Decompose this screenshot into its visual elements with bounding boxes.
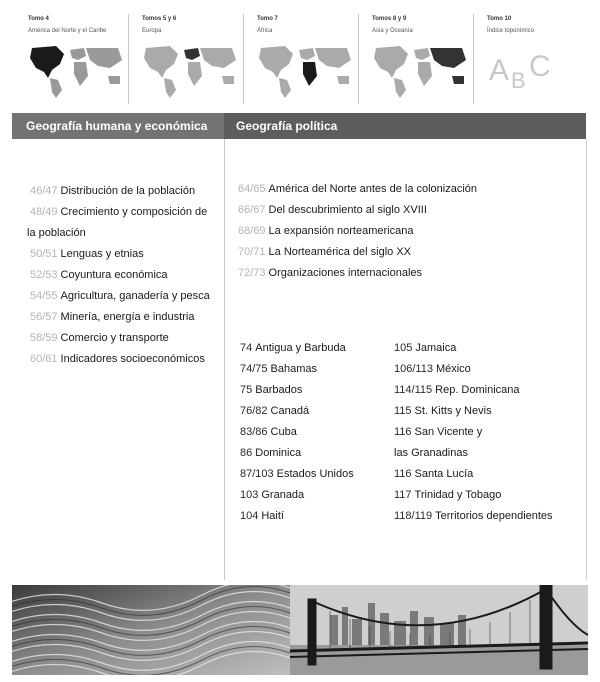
entry-label: Organizaciones internacionales bbox=[268, 267, 423, 279]
page-range: 56/57 bbox=[30, 311, 58, 323]
entry-label: Crecimiento y composición de bbox=[60, 206, 208, 218]
list-item[interactable] bbox=[30, 331, 169, 345]
volume-card-index[interactable] bbox=[481, 8, 586, 106]
volume-subtitle: Europa bbox=[142, 28, 162, 34]
volume-number: Tomos 5 y 6 bbox=[142, 16, 177, 22]
volume-card-africa[interactable] bbox=[251, 8, 356, 106]
list-item bbox=[27, 226, 86, 240]
country-label: Estados Unidos bbox=[276, 468, 354, 480]
country-label: Cuba bbox=[270, 426, 297, 438]
page-range: 116 bbox=[394, 468, 412, 480]
svg-text:B: B bbox=[511, 68, 526, 92]
list-item[interactable] bbox=[238, 266, 422, 280]
page-range: 52/53 bbox=[30, 269, 58, 281]
section-title-political: Geografía política bbox=[236, 119, 338, 133]
list-item[interactable] bbox=[238, 203, 427, 217]
page-range: 87/103 bbox=[240, 468, 274, 480]
volume-subtitle: África bbox=[257, 28, 273, 34]
country-label: Rep. Dominicana bbox=[435, 384, 520, 396]
svg-text:A: A bbox=[489, 54, 510, 87]
entry-label: Minería, energía e industria bbox=[60, 311, 195, 323]
page-range: 74 bbox=[240, 342, 253, 354]
svg-text:C: C bbox=[529, 50, 551, 83]
entry-label: La Norteamérica del siglo XX bbox=[268, 246, 411, 258]
page-range: 103 bbox=[240, 489, 259, 501]
abc-logo bbox=[485, 42, 565, 92]
volume-card-europe[interactable] bbox=[136, 8, 241, 106]
list-item[interactable] bbox=[240, 341, 346, 355]
volume-subtitle: América del Norte y el Caribe bbox=[28, 28, 107, 34]
country-label: St. Kitts y Nevis bbox=[414, 405, 492, 417]
list-item[interactable] bbox=[394, 341, 456, 355]
page-range: 116 bbox=[394, 426, 412, 438]
divider bbox=[243, 14, 244, 104]
page-range: 105 bbox=[394, 342, 413, 354]
list-item[interactable] bbox=[394, 425, 482, 439]
page-range: 66/67 bbox=[238, 204, 266, 216]
list-item[interactable] bbox=[238, 224, 413, 238]
country-label: Antigua y Barbuda bbox=[255, 342, 346, 354]
sand-dunes-photo bbox=[12, 585, 290, 675]
page-range: 70/71 bbox=[238, 246, 266, 258]
list-item[interactable] bbox=[240, 362, 317, 376]
country-label: Trinidad y Tobago bbox=[414, 489, 502, 501]
country-label: México bbox=[435, 363, 471, 375]
list-item[interactable] bbox=[30, 205, 207, 219]
country-label: las Granadinas bbox=[394, 447, 468, 459]
country-label: Territorios dependientes bbox=[435, 510, 553, 522]
page-range: 54/55 bbox=[30, 290, 58, 302]
page-range: 114/115 bbox=[394, 384, 433, 396]
list-item[interactable] bbox=[240, 425, 297, 439]
list-item[interactable] bbox=[30, 352, 205, 366]
list-item bbox=[394, 446, 468, 460]
entry-label: Del descubrimiento al siglo XVIII bbox=[268, 204, 427, 216]
page-range: 46/47 bbox=[30, 185, 58, 197]
list-item[interactable] bbox=[240, 404, 309, 418]
page-range: 68/69 bbox=[238, 225, 266, 237]
list-item[interactable] bbox=[238, 245, 411, 259]
page-range: 64/65 bbox=[238, 183, 266, 195]
page-range: 72/73 bbox=[238, 267, 266, 279]
page-range: 106/113 bbox=[394, 363, 433, 375]
page-range: 50/51 bbox=[30, 248, 58, 260]
divider bbox=[358, 14, 359, 104]
volume-number: Tomos 8 y 9 bbox=[372, 16, 407, 22]
country-label: Haití bbox=[261, 510, 284, 522]
page-range: 76/82 bbox=[240, 405, 268, 417]
country-label: Granada bbox=[261, 489, 305, 501]
page-range: 104 bbox=[240, 510, 259, 522]
list-item[interactable] bbox=[240, 383, 302, 397]
list-item[interactable] bbox=[238, 182, 477, 196]
country-label: San Vicente y bbox=[414, 426, 483, 438]
page-range: 118/119 bbox=[394, 510, 433, 522]
world-map-icon bbox=[26, 42, 126, 100]
list-item[interactable] bbox=[30, 268, 168, 282]
column-divider bbox=[224, 139, 225, 580]
world-map-icon bbox=[140, 42, 240, 100]
volume-card-asia-oceania[interactable] bbox=[366, 8, 471, 106]
volume-number: Tomo 7 bbox=[257, 16, 278, 22]
country-label: Dominica bbox=[255, 447, 302, 459]
divider bbox=[473, 14, 474, 104]
list-item[interactable] bbox=[240, 467, 354, 481]
volume-subtitle: Asia y Oceanía bbox=[372, 28, 413, 34]
list-item[interactable] bbox=[394, 488, 501, 502]
page-range: 60/61 bbox=[30, 353, 58, 365]
list-item[interactable] bbox=[240, 488, 304, 502]
page-range: 48/49 bbox=[30, 206, 58, 218]
section-title-human: Geografía humana y económica bbox=[26, 119, 208, 133]
list-item[interactable] bbox=[30, 184, 195, 198]
page-range: 117 bbox=[394, 489, 412, 501]
volume-card-north-america[interactable] bbox=[22, 8, 127, 106]
list-item[interactable] bbox=[240, 446, 301, 460]
list-item[interactable] bbox=[30, 310, 194, 324]
entry-label: La expansión norteamericana bbox=[268, 225, 414, 237]
country-label: Santa Lucía bbox=[414, 468, 474, 480]
volume-number: Tomo 10 bbox=[487, 16, 512, 22]
list-item[interactable] bbox=[394, 383, 520, 397]
entry-label: Comercio y transporte bbox=[60, 332, 169, 344]
world-map-icon bbox=[370, 42, 470, 100]
entry-label: Distribución de la población bbox=[60, 185, 196, 197]
entry-label: Coyuntura económica bbox=[60, 269, 168, 281]
country-label: Jamaica bbox=[415, 342, 457, 354]
volume-subtitle: Índice toponímico bbox=[487, 28, 535, 34]
list-item[interactable] bbox=[30, 289, 210, 303]
list-item[interactable] bbox=[394, 509, 553, 523]
page-range: 58/59 bbox=[30, 332, 58, 344]
country-label: Canadá bbox=[270, 405, 310, 417]
list-item[interactable] bbox=[394, 467, 473, 481]
volume-number: Tomo 4 bbox=[28, 16, 49, 22]
list-item[interactable] bbox=[394, 362, 471, 376]
divider bbox=[128, 14, 129, 104]
page-range: 115 bbox=[394, 405, 412, 417]
page-range: 86 bbox=[240, 447, 253, 459]
page-range: 83/86 bbox=[240, 426, 268, 438]
entry-label: la población bbox=[27, 227, 86, 239]
country-label: Barbados bbox=[255, 384, 303, 396]
bridge-city-photo bbox=[290, 585, 588, 675]
country-label: Bahamas bbox=[270, 363, 318, 375]
page-range: 75 bbox=[240, 384, 253, 396]
list-item[interactable] bbox=[30, 247, 144, 261]
volume-strip bbox=[12, 8, 587, 108]
section-tab-human bbox=[12, 113, 224, 139]
entry-label: Agricultura, ganadería y pesca bbox=[60, 290, 210, 302]
entry-label: América del Norte antes de la colonización bbox=[268, 183, 478, 195]
list-item[interactable] bbox=[240, 509, 284, 523]
list-item[interactable] bbox=[394, 404, 492, 418]
world-map-icon bbox=[255, 42, 355, 100]
page-range: 74/75 bbox=[240, 363, 268, 375]
photo-strip bbox=[12, 585, 588, 675]
entry-label: Lenguas y etnias bbox=[60, 248, 144, 260]
entry-label: Indicadores socioeconómicos bbox=[60, 353, 205, 365]
section-header-bar bbox=[12, 113, 586, 139]
